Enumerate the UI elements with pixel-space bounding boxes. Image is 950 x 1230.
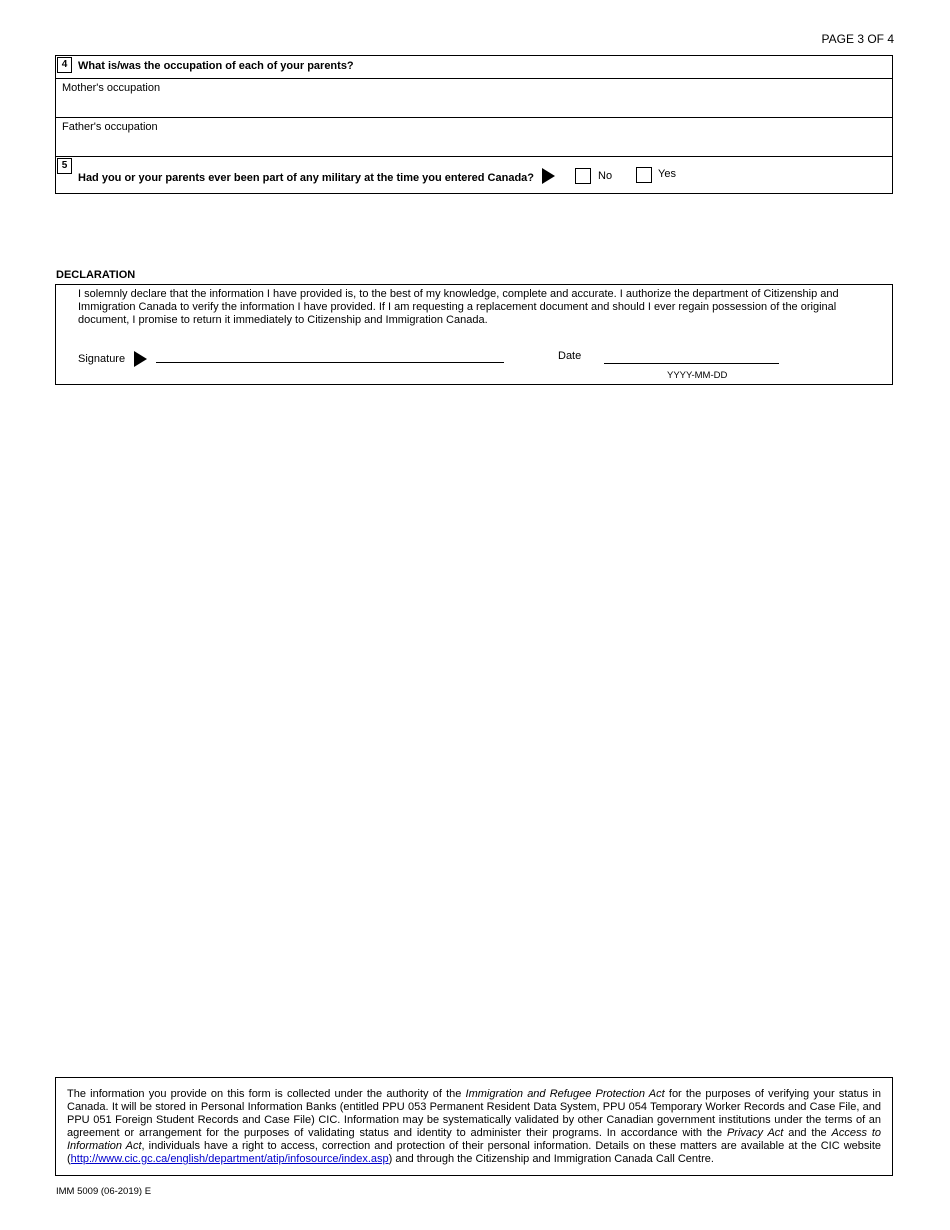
cic-website-link[interactable]: http://www.cic.gc.ca/english/department/atip/infosource/index.asp (70, 1153, 389, 1165)
arrow-icon (542, 168, 555, 184)
military-yes-checkbox[interactable] (636, 167, 652, 183)
declaration-title: DECLARATION (56, 269, 136, 281)
page-number: PAGE 3 OF 4 (821, 32, 894, 46)
question-5-text: Had you or your parents ever been part of any military at the time you entered Canada? (78, 172, 535, 184)
declaration-text: I solemnly declare that the information I have provided is, to the best of my knowledge, complete and accurate. I authorize the department of Citizenship and Immigration Canada to verify the information I have provided. If I am requesting a replacement document and should I ever regain possession of the original document, I promise to return it immediately to Citizenship and Immigration Canada. (78, 288, 839, 326)
signature-label: Signature (78, 353, 126, 365)
question-5-row (56, 157, 892, 194)
military-yes-label: Yes (658, 168, 676, 180)
mother-occupation-field[interactable] (56, 79, 892, 118)
date-label: Date (558, 350, 582, 362)
declaration-box (55, 284, 893, 385)
privacy-notice (55, 1077, 893, 1176)
date-format-hint: YYYY-MM-DD (667, 370, 728, 381)
mother-occupation-label: Mother's occupation (62, 82, 161, 94)
signature-line[interactable] (156, 362, 504, 363)
form-identifier: IMM 5009 (06-2019) E (56, 1186, 152, 1197)
father-occupation-field[interactable] (56, 118, 892, 157)
date-field[interactable] (604, 363, 779, 364)
question-5-number: 5 (57, 158, 72, 174)
military-no-label: No (598, 170, 613, 182)
question-4-header (56, 56, 892, 79)
signature-arrow-icon (134, 351, 147, 367)
question-4-text: What is/was the occupation of each of your parents? (78, 60, 354, 72)
father-occupation-label: Father's occupation (62, 121, 158, 133)
question-4-number: 4 (57, 57, 72, 73)
questions-section (55, 55, 893, 194)
military-no-checkbox[interactable] (575, 168, 591, 184)
privacy-text: The information you provide on this form is collected under the authority of the Immigration and Refugee Protection Act for the purposes of verifying your status in Canada. It will be stored in Personal Information Banks (entitled PPU 053 Permanent Resident Data System, PPU 054 Temporary Worker Records and Case File, and PPU 051 Foreign Student Records and Case File) CIC. Information may be systematically validated by other Canadian government institutions under the terms of an agreement or arrangement for the purposes of validating status and identity to administer their programs. In accordance with the Privacy Act and the Access to Information Act, individuals have a right to access, correction and protection of their personal information. Details on these matters are available at the CIC website (http://www.cic.gc.ca/english/department/atip/infosource/index.asp) and through the Citizenship and Immigration Canada Call Centre. (67, 1088, 881, 1165)
